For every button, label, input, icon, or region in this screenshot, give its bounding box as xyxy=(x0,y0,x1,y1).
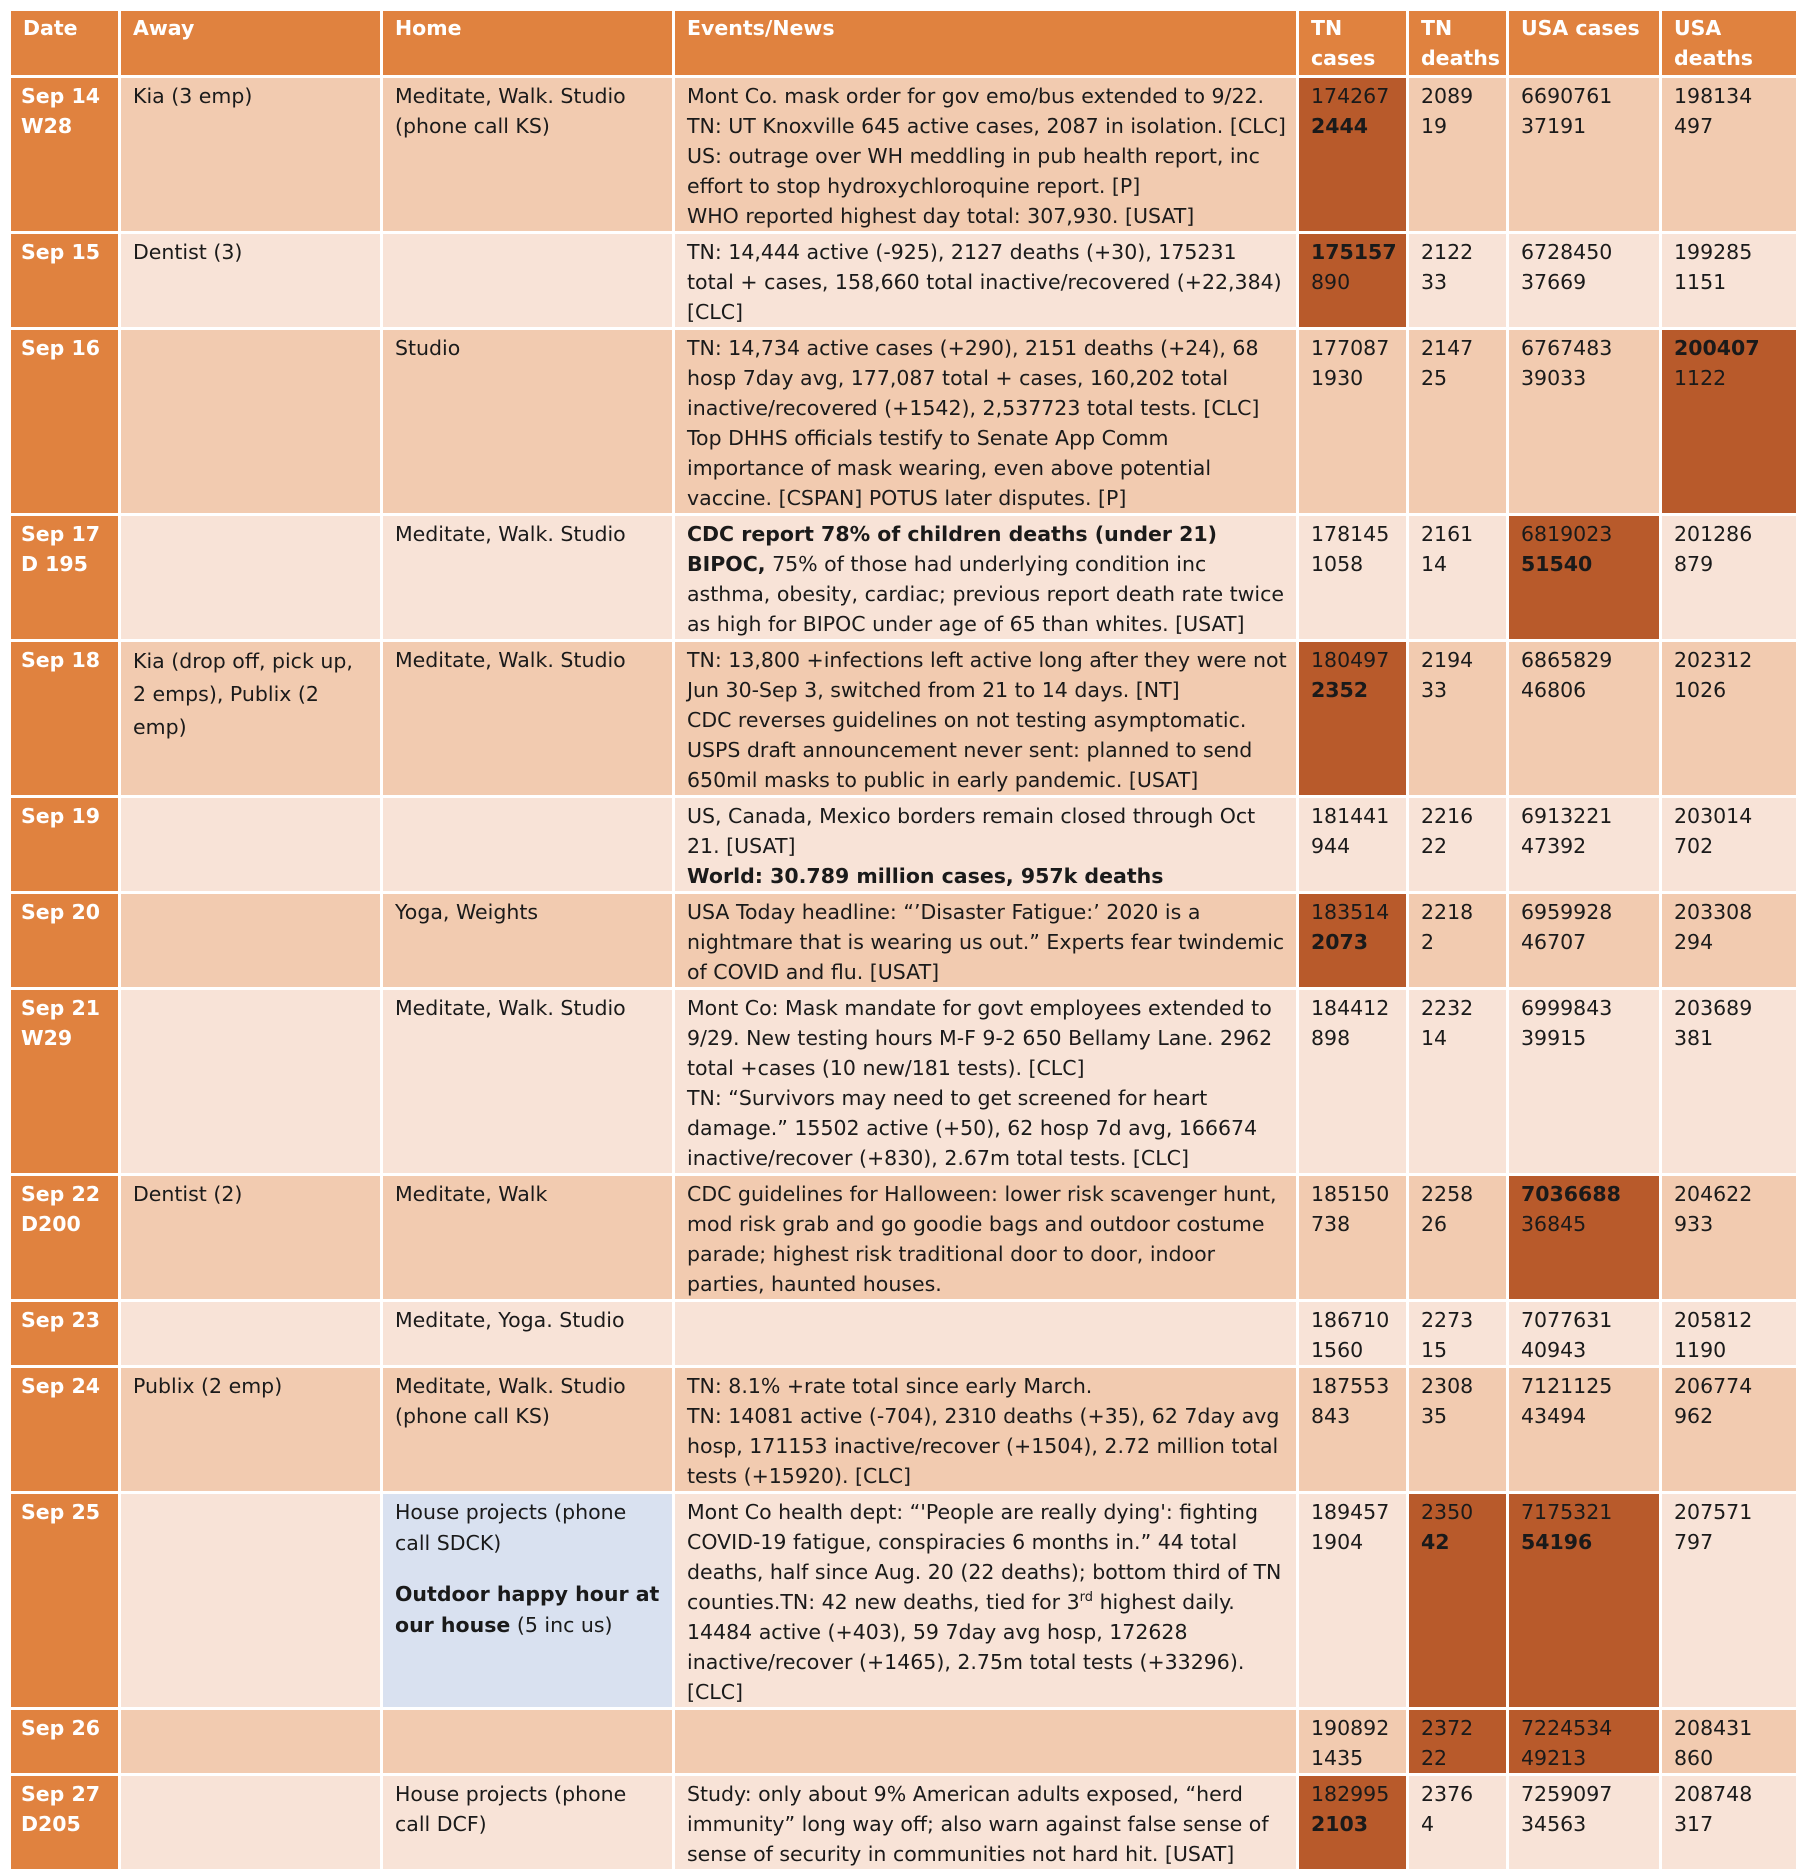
usa-deaths-cell: 202312 1026 xyxy=(1661,641,1798,797)
away-cell: Dentist (2) xyxy=(120,1175,382,1301)
header-row xyxy=(10,10,1798,77)
away-cell: Kia (drop off, pick up, 2 emps), Publix (2 emp) xyxy=(120,641,382,797)
table-row xyxy=(10,515,1798,641)
table-row xyxy=(10,1709,1798,1775)
usa-cases-cell: 6959928 46707 xyxy=(1508,893,1661,989)
date-cell: Sep 18 xyxy=(10,641,120,797)
table-row xyxy=(10,1367,1798,1493)
header-events: Events/News xyxy=(674,10,1298,77)
home-cell: House projects (phone call DCF) xyxy=(382,1775,674,1871)
table-row xyxy=(10,1775,1798,1871)
away-cell xyxy=(120,1775,382,1871)
header-away: Away xyxy=(120,10,382,77)
usa-deaths-cell: 200407 1122 xyxy=(1661,329,1798,515)
home-cell xyxy=(382,1709,674,1775)
usa-deaths-cell: 199285 1151 xyxy=(1661,233,1798,329)
usa-cases-cell: 7036688 36845 xyxy=(1508,1175,1661,1301)
usa-cases-cell: 7259097 34563 xyxy=(1508,1775,1661,1871)
date-cell: Sep 21 W29 xyxy=(10,989,120,1175)
tn-deaths-cell: 2194 33 xyxy=(1408,641,1508,797)
date-cell: Sep 27 D205 xyxy=(10,1775,120,1871)
home-cell: Meditate, Walk. Studio (phone call KS) xyxy=(382,77,674,233)
home-cell: Meditate, Walk. Studio xyxy=(382,641,674,797)
away-cell xyxy=(120,1493,382,1709)
tn-cases-cell: 185150 738 xyxy=(1298,1175,1408,1301)
tn-deaths-cell: 2308 35 xyxy=(1408,1367,1508,1493)
table-row xyxy=(10,1493,1798,1709)
tn-deaths-cell: 2258 26 xyxy=(1408,1175,1508,1301)
table-row xyxy=(10,641,1798,797)
away-cell xyxy=(120,1709,382,1775)
tn-cases-cell: 177087 1930 xyxy=(1298,329,1408,515)
away-cell: Kia (3 emp) xyxy=(120,77,382,233)
date-cell: Sep 19 xyxy=(10,797,120,893)
away-cell xyxy=(120,1301,382,1367)
tn-deaths-cell: 2376 4 xyxy=(1408,1775,1508,1871)
table-row xyxy=(10,1301,1798,1367)
events-cell xyxy=(674,1709,1298,1775)
header-date: Date xyxy=(10,10,120,77)
events-cell: TN: 8.1% +rate total since early March. TN: 14081 active (-704), 2310 deaths (+35), 62 7day avg hosp, 171153 inactive/recover (+1504), 2.72 million total tests (+15920). [CLC] xyxy=(674,1367,1298,1493)
table-row xyxy=(10,77,1798,233)
events-cell: TN: 14,734 active cases (+290), 2151 deaths (+24), 68 hosp 7day avg, 177,087 total + cases, 160,202 total inactive/recovered (+1542), 2,537723 total tests. [CLC] Top DHHS officials testify to Senate App Comm importance of mask wearing, even above potential vaccine. [CSPAN] POTUS later disputes. [P] xyxy=(674,329,1298,515)
tn-deaths-cell: 2232 14 xyxy=(1408,989,1508,1175)
tn-cases-cell: 189457 1904 xyxy=(1298,1493,1408,1709)
usa-cases-cell: 6865829 46806 xyxy=(1508,641,1661,797)
home-cell: Yoga, Weights xyxy=(382,893,674,989)
home-cell: House projects (phone call SDCK) Outdoor happy hour at our house (5 inc us) xyxy=(382,1493,674,1709)
covid-journal-table xyxy=(8,8,1799,1872)
events-cell: Mont Co. mask order for gov emo/bus extended to 9/22. TN: UT Knoxville 645 active cases, 2087 in isolation. [CLC] US: outrage over WH meddling in pub health report, inc effort to stop hydroxychloroquine report. [P] WHO reported highest day total: 307,930. [USAT] xyxy=(674,77,1298,233)
table-row xyxy=(10,989,1798,1175)
usa-cases-cell: 6767483 39033 xyxy=(1508,329,1661,515)
header-home: Home xyxy=(382,10,674,77)
events-cell xyxy=(674,1301,1298,1367)
events-cell: Mont Co health dept: “'People are really dying': fighting COVID-19 fatigue, conspiracies 6 months in.” 44 total deaths, half since Aug. 20 (22 deaths); bottom third of TN counties.TN: 42 new deaths, tied for 3rd highest daily. 14484 active (+403), 59 7day avg hosp, 172628 inactive/recover (+1465), 2.75m total tests (+33296). [CLC] xyxy=(674,1493,1298,1709)
usa-deaths-cell: 201286 879 xyxy=(1661,515,1798,641)
tn-deaths-cell: 2216 22 xyxy=(1408,797,1508,893)
events-cell: TN: 13,800 +infections left active long after they were not Jun 30-Sep 3, switched from 21 to 14 days. [NT] CDC reverses guidelines on not testing asymptomatic. USPS draft announcement never sent: planned to send 650mil masks to public in early pandemic. [USAT] xyxy=(674,641,1298,797)
home-cell: Meditate, Walk xyxy=(382,1175,674,1301)
usa-deaths-cell: 203014 702 xyxy=(1661,797,1798,893)
tn-cases-cell: 187553 843 xyxy=(1298,1367,1408,1493)
usa-deaths-cell: 207571 797 xyxy=(1661,1493,1798,1709)
usa-cases-cell: 7121125 43494 xyxy=(1508,1367,1661,1493)
date-cell: Sep 22 D200 xyxy=(10,1175,120,1301)
header-usa-deaths: USA deaths xyxy=(1661,10,1798,77)
usa-deaths-cell: 206774 962 xyxy=(1661,1367,1798,1493)
events-cell: CDC guidelines for Halloween: lower risk scavenger hunt, mod risk grab and go goodie bags and outdoor costume parade; highest risk traditional door to door, indoor parties, haunted houses. xyxy=(674,1175,1298,1301)
tn-deaths-cell: 2161 14 xyxy=(1408,515,1508,641)
home-cell xyxy=(382,233,674,329)
usa-deaths-cell: 203308 294 xyxy=(1661,893,1798,989)
tn-cases-cell: 186710 1560 xyxy=(1298,1301,1408,1367)
usa-cases-cell: 6728450 37669 xyxy=(1508,233,1661,329)
usa-cases-cell: 7077631 40943 xyxy=(1508,1301,1661,1367)
home-cell: Meditate, Walk. Studio xyxy=(382,989,674,1175)
tn-cases-cell: 180497 2352 xyxy=(1298,641,1408,797)
date-cell: Sep 26 xyxy=(10,1709,120,1775)
usa-deaths-cell: 198134 497 xyxy=(1661,77,1798,233)
usa-deaths-cell: 208431 860 xyxy=(1661,1709,1798,1775)
usa-deaths-cell: 204622 933 xyxy=(1661,1175,1798,1301)
away-cell xyxy=(120,797,382,893)
date-cell: Sep 14 W28 xyxy=(10,77,120,233)
away-cell xyxy=(120,989,382,1175)
usa-cases-cell: 6819023 51540 xyxy=(1508,515,1661,641)
events-cell: USA Today headline: “’Disaster Fatigue:’ 2020 is a nightmare that is wearing us out.” Experts fear twindemic of COVID and flu. [USAT] xyxy=(674,893,1298,989)
usa-cases-cell: 7224534 49213 xyxy=(1508,1709,1661,1775)
events-cell: US, Canada, Mexico borders remain closed through Oct 21. [USAT] World: 30.789 million cases, 957k deaths xyxy=(674,797,1298,893)
date-cell: Sep 16 xyxy=(10,329,120,515)
date-cell: Sep 24 xyxy=(10,1367,120,1493)
usa-cases-cell: 6999843 39915 xyxy=(1508,989,1661,1175)
home-cell xyxy=(382,797,674,893)
away-cell: Publix (2 emp) xyxy=(120,1367,382,1493)
date-cell: Sep 15 xyxy=(10,233,120,329)
usa-cases-cell: 6913221 47392 xyxy=(1508,797,1661,893)
events-cell: Study: only about 9% American adults exposed, “herd immunity” long way off; also warn against false sense of sense of security in communities not hard hit. [USAT] xyxy=(674,1775,1298,1871)
usa-cases-cell: 6690761 37191 xyxy=(1508,77,1661,233)
date-cell: Sep 20 xyxy=(10,893,120,989)
away-cell xyxy=(120,329,382,515)
header-tn-deaths: TN deaths xyxy=(1408,10,1508,77)
tn-deaths-cell: 2147 25 xyxy=(1408,329,1508,515)
usa-deaths-cell: 205812 1190 xyxy=(1661,1301,1798,1367)
home-cell: Studio xyxy=(382,329,674,515)
tn-cases-cell: 181441 944 xyxy=(1298,797,1408,893)
tn-deaths-cell: 2350 42 xyxy=(1408,1493,1508,1709)
tn-cases-cell: 182995 2103 xyxy=(1298,1775,1408,1871)
tn-cases-cell: 178145 1058 xyxy=(1298,515,1408,641)
tn-deaths-cell: 2372 22 xyxy=(1408,1709,1508,1775)
header-tn-cases: TN cases xyxy=(1298,10,1408,77)
table-row xyxy=(10,797,1798,893)
tn-deaths-cell: 2273 15 xyxy=(1408,1301,1508,1367)
events-cell: TN: 14,444 active (-925), 2127 deaths (+30), 175231 total + cases, 158,660 total inactive/recovered (+22,384) [CLC] xyxy=(674,233,1298,329)
tn-cases-cell: 184412 898 xyxy=(1298,989,1408,1175)
away-cell: Dentist (3) xyxy=(120,233,382,329)
table-row xyxy=(10,1175,1798,1301)
tn-deaths-cell: 2089 19 xyxy=(1408,77,1508,233)
tn-cases-cell: 183514 2073 xyxy=(1298,893,1408,989)
header-usa-cases: USA cases xyxy=(1508,10,1661,77)
tn-deaths-cell: 2122 33 xyxy=(1408,233,1508,329)
usa-cases-cell: 7175321 54196 xyxy=(1508,1493,1661,1709)
tn-deaths-cell: 2218 2 xyxy=(1408,893,1508,989)
away-cell xyxy=(120,893,382,989)
tn-cases-cell: 174267 2444 xyxy=(1298,77,1408,233)
usa-deaths-cell: 203689 381 xyxy=(1661,989,1798,1175)
date-cell: Sep 25 xyxy=(10,1493,120,1709)
away-cell xyxy=(120,515,382,641)
home-cell: Meditate, Yoga. Studio xyxy=(382,1301,674,1367)
events-cell: CDC report 78% of children deaths (under 21) BIPOC, 75% of those had underlying condition inc asthma, obesity, cardiac; previous report death rate twice as high for BIPOC under age of 65 than whites. [USAT] xyxy=(674,515,1298,641)
table-row xyxy=(10,233,1798,329)
tn-cases-cell: 175157 890 xyxy=(1298,233,1408,329)
date-cell: Sep 23 xyxy=(10,1301,120,1367)
date-cell: Sep 17 D 195 xyxy=(10,515,120,641)
tn-cases-cell: 190892 1435 xyxy=(1298,1709,1408,1775)
home-cell: Meditate, Walk. Studio (phone call KS) xyxy=(382,1367,674,1493)
table-row xyxy=(10,893,1798,989)
usa-deaths-cell: 208748 317 xyxy=(1661,1775,1798,1871)
home-cell: Meditate, Walk. Studio xyxy=(382,515,674,641)
events-cell: Mont Co: Mask mandate for govt employees extended to 9/29. New testing hours M-F 9-2 650 Bellamy Lane. 2962 total +cases (10 new/181 tests). [CLC] TN: “Survivors may need to get screened for heart damage.” 15502 active (+50), 62 hosp 7d avg, 166674 inactive/recover (+830), 2.67m total tests. [CLC] xyxy=(674,989,1298,1175)
table-row xyxy=(10,329,1798,515)
